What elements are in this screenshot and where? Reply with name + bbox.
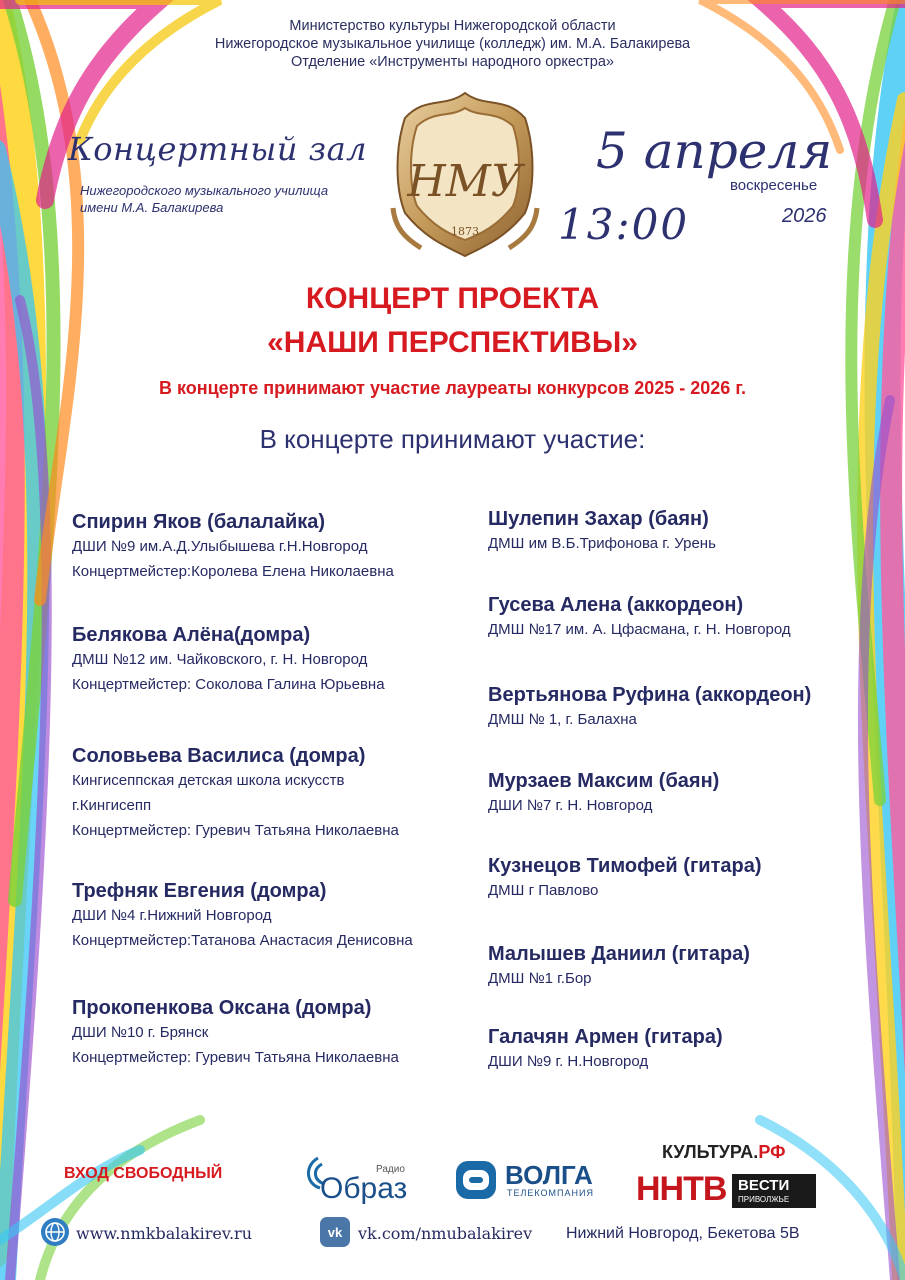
participant-school: ДМШ №12 им. Чайковского, г. Н. Новгород (72, 651, 368, 668)
vesti-logo (732, 1174, 816, 1208)
participant-spirin (72, 511, 394, 584)
header-department: Отделение «Инструменты народного оркестра» (291, 54, 614, 70)
participant-galachyan (488, 1026, 723, 1074)
participant-trefnyak (72, 880, 413, 953)
venue-subtitle-1: Нижегородского музыкального училища (80, 183, 329, 198)
vk-icon (320, 1217, 350, 1247)
vk-link[interactable]: vk.com/nmubalakirev (358, 1224, 533, 1243)
event-date: 5 апреля (596, 122, 833, 180)
participant-name: Вертьянова Руфина (аккордеон) (488, 684, 812, 706)
participants-heading: В концерте принимают участие: (259, 424, 646, 454)
participant-belyakova (72, 624, 385, 697)
svg-text:vk: vk (327, 1225, 343, 1240)
participant-accompanist: Концертмейстер:Королева Елена Николаевна (72, 563, 394, 580)
participant-accompanist: Концертмейстер: Гуревич Татьяна Николаевна (72, 822, 399, 839)
participant-accompanist: Концертмейстер: Соколова Галина Юрьевна (72, 676, 385, 693)
concert-title-line2: «НАШИ ПЕРСПЕКТИВЫ» (267, 326, 638, 359)
venue-title: Концертный зал (68, 130, 368, 168)
participant-prokopenkova (72, 997, 399, 1070)
participant-school: ДМШ № 1, г. Балахна (488, 711, 637, 728)
participant-name: Прокопенкова Оксана (домра) (72, 997, 372, 1019)
participant-name: Кузнецов Тимофей (гитара) (488, 855, 762, 877)
participant-name: Малышев Даниил (гитара) (488, 943, 750, 965)
participant-accompanist: Концертмейстер: Гуревич Татьяна Николаевна (72, 1049, 399, 1066)
participant-school: ДШИ №4 г.Нижний Новгород (72, 907, 272, 924)
free-entry-label: ВХОД СВОБОДНЫЙ (64, 1165, 223, 1182)
obraz-label: Образ (320, 1172, 408, 1205)
volga-icon (455, 1160, 497, 1200)
participant-malyshev (488, 943, 750, 991)
participant-name: Соловьева Василиса (домра) (72, 745, 366, 767)
participant-name: Спирин Яков (балалайка) (72, 511, 326, 533)
event-year: 2026 (782, 205, 827, 227)
participant-name: Шулепин Захар (баян) (488, 508, 709, 530)
nntv-logo: ННТВ (636, 1170, 727, 1208)
emblem-monogram: НМУ (407, 156, 523, 207)
participant-school: ДШИ №10 г. Брянск (72, 1024, 209, 1041)
participant-school: ДМШ им В.Б.Трифонова г. Урень (488, 535, 716, 552)
participant-school: Кингисеппская детская школа искусств (72, 772, 345, 789)
participant-school: ДШИ №9 им.А.Д.Улыбышева г.Н.Новгород (72, 538, 368, 555)
participant-name: Гусева Алена (аккордеон) (488, 594, 744, 616)
participant-name: Мурзаев Максим (баян) (488, 770, 720, 792)
participant-name: Трефняк Евгения (домра) (72, 880, 327, 902)
laureates-note: В концерте принимают участие лауреаты конкурсов 2025 - 2026 г. (158, 378, 747, 398)
participant-guseva (488, 594, 791, 642)
participant-school: ДМШ №17 им. А. Цфасмана, г. Н. Новгород (488, 621, 791, 638)
radio-obraz-logo (298, 1152, 428, 1208)
address: Нижний Новгород, Бекетова 5В (566, 1225, 800, 1242)
venue-subtitle-2: имени М.А. Балакирева (80, 200, 224, 215)
participant-kuznetsov (488, 855, 762, 903)
globe-icon (40, 1217, 70, 1247)
vesti-label: ВЕСТИ (738, 1177, 790, 1194)
participant-city: г.Кингисепп (72, 797, 152, 814)
header-college: Нижегородское музыкальное училище (колледж) им. М.А. Балакирева (214, 36, 691, 52)
participant-school: ДМШ г Павлово (488, 882, 599, 899)
participant-school: ДШИ №9 г. Н.Новгород (488, 1053, 649, 1070)
participant-accompanist: Концертмейстер:Татанова Анастасия Денисовна (72, 932, 413, 949)
kultura-label: КУЛЬТУРА. (662, 1142, 759, 1162)
participant-school: ДМШ №1 г.Бор (488, 970, 592, 987)
website-link[interactable]: www.nmkbalakirev.ru (76, 1224, 252, 1243)
volga-sub: ТЕЛЕКОМПАНИЯ (507, 1188, 594, 1198)
participant-vertyanova (488, 684, 811, 732)
vesti-sub: ПРИВОЛЖЬЕ (738, 1195, 790, 1204)
volga-label: ВОЛГА (505, 1160, 593, 1190)
participant-solovyeva (72, 745, 399, 843)
participant-name: Галачян Армен (гитара) (488, 1026, 723, 1048)
header-ministry: Министерство культуры Нижегородской области (289, 18, 616, 34)
kultura-logo (662, 1142, 785, 1163)
concert-title-line1: КОНЦЕРТ ПРОЕКТА (305, 282, 600, 315)
event-weekday: воскресенье (730, 177, 818, 194)
participant-murzaev (488, 770, 719, 818)
emblem-year: 1873 (451, 225, 479, 238)
college-emblem (385, 88, 545, 258)
radio-label: Радио (376, 1164, 405, 1175)
event-time: 13:00 (558, 200, 690, 249)
participant-name: Белякова Алёна(домра) (72, 624, 311, 646)
participant-shulepin (488, 508, 716, 556)
volga-logo (455, 1158, 615, 1202)
kultura-rf: РФ (758, 1142, 786, 1162)
participant-school: ДШИ №7 г. Н. Новгород (488, 797, 653, 814)
